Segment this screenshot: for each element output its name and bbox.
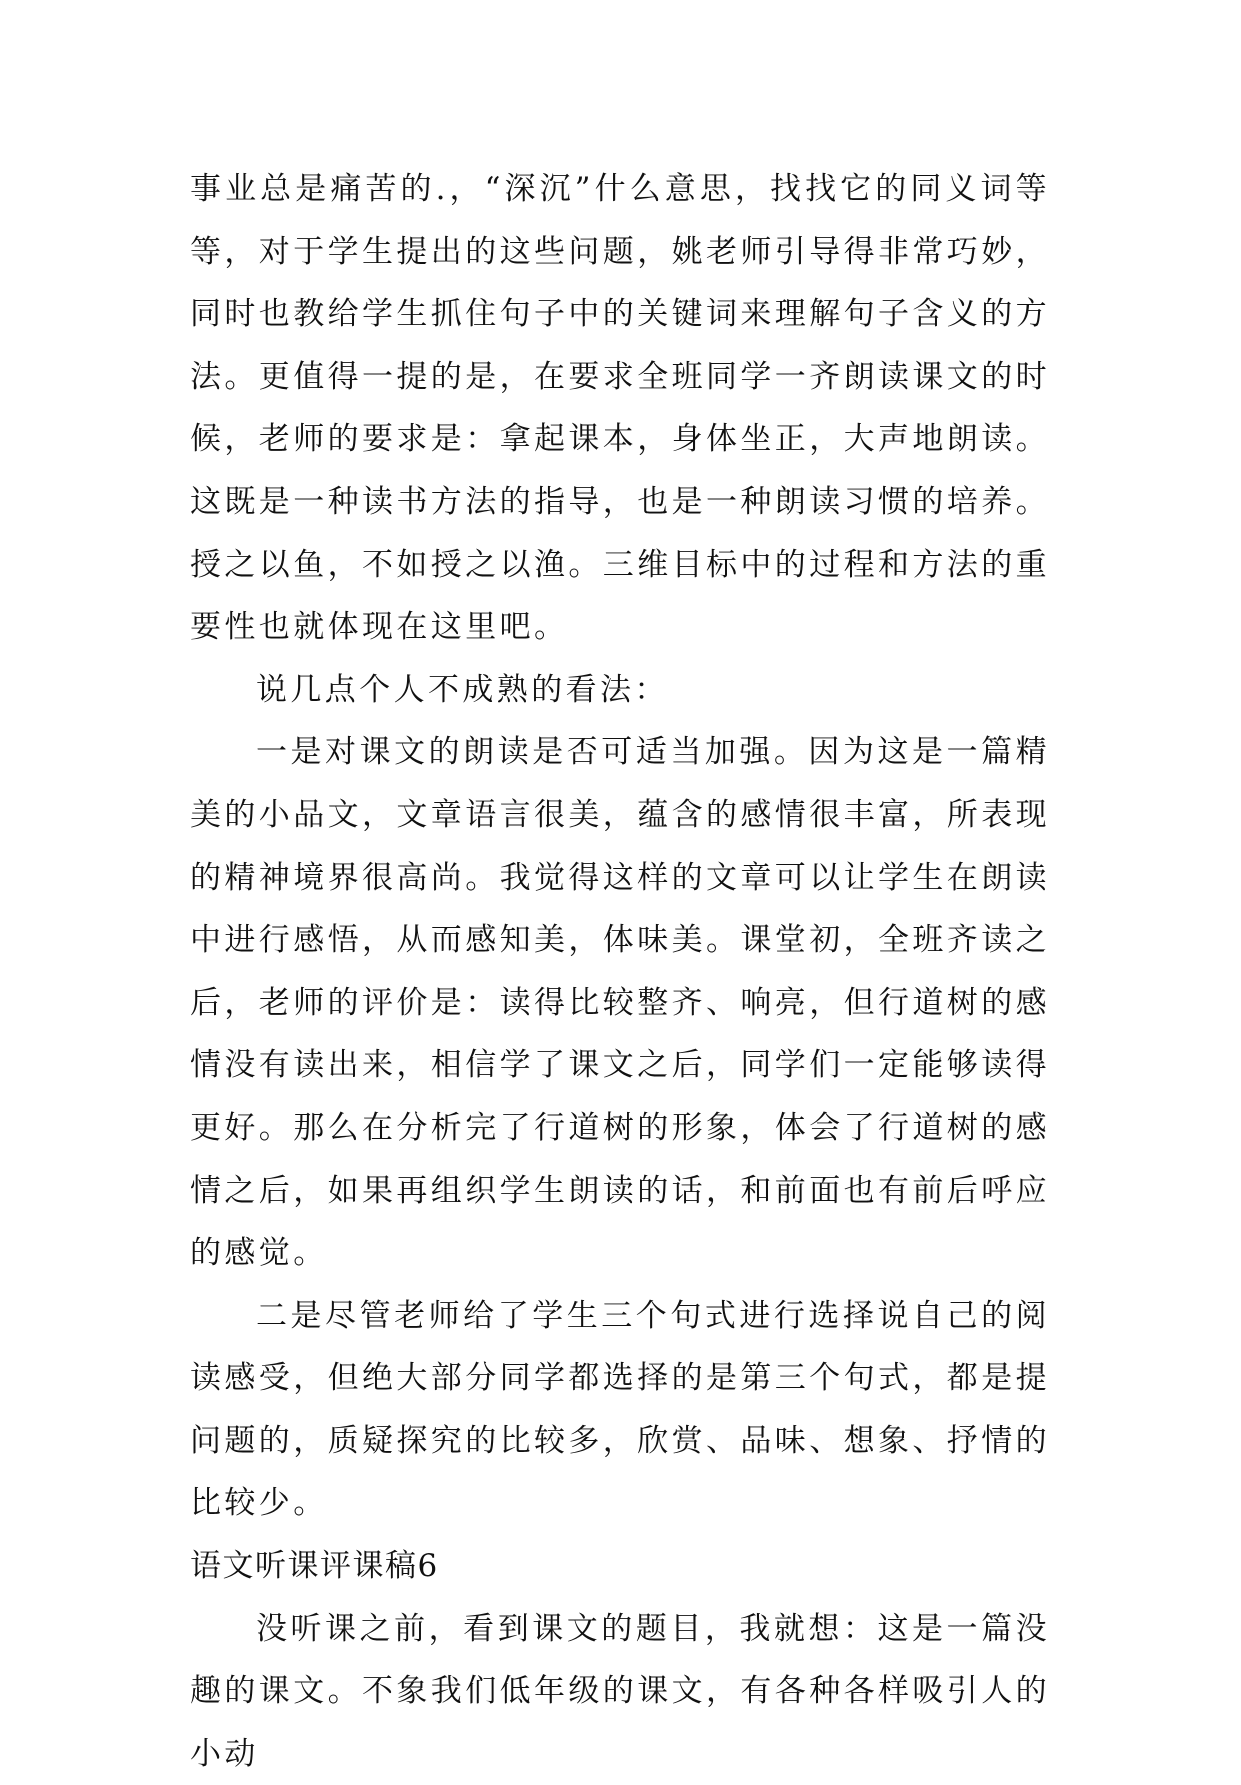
paragraph-section-start: 没听课之前，看到课文的题目，我就想：这是一篇没趣的课文。不象我们低年级的课文，有各种各样吸引人的小动 xyxy=(190,1610,1050,1772)
section-heading: 语文听课评课稿6 xyxy=(190,1548,439,1585)
paragraph-opinion-intro: 说几点个人不成熟的看法： xyxy=(256,671,669,708)
paragraph-continuation: 事业总是痛苦的.，“深沉”什么意思，找找它的同义词等等，对于学生提出的这些问题，姚老师引导得非常巧妙，同时也教给学生抓住句子中的关键词来理解句子含义的方法。更值得一提的是，在要求全班同学一齐朗读课文的时候，老师的要求是：拿起课本，身体坐正，大声地朗读。这既是一种读书方法的指导，也是一种朗读习惯的培养。授之以鱼，不如授之以渔。三维目标中的过程和方法的重要性也就体现在这里吧。 xyxy=(190,171,1050,646)
paragraph-point-one: 一是对课文的朗读是否可适当加强。因为这是一篇精美的小品文，文章语言很美，蕴含的感情很丰富，所表现的精神境界很高尚。我觉得这样的文章可以让学生在朗读中进行感悟，从而感知美，体味美。课堂初，全班齐读之后，老师的评价是：读得比较整齐、响亮，但行道树的感情没有读出来，相信学了课文之后，同学们一定能够读得更好。那么在分析完了行道树的形象，体会了行道树的感情之后，如果再组织学生朗读的话，和前面也有前后呼应的感觉。 xyxy=(190,734,1050,1272)
document-body xyxy=(190,158,1050,1785)
paragraph-point-two: 二是尽管老师给了学生三个句式进行选择说自己的阅读感受，但绝大部分同学都选择的是第三个句式，都是提问题的，质疑探究的比较多，欣赏、品味、想象、抒情的比较少。 xyxy=(190,1297,1050,1522)
